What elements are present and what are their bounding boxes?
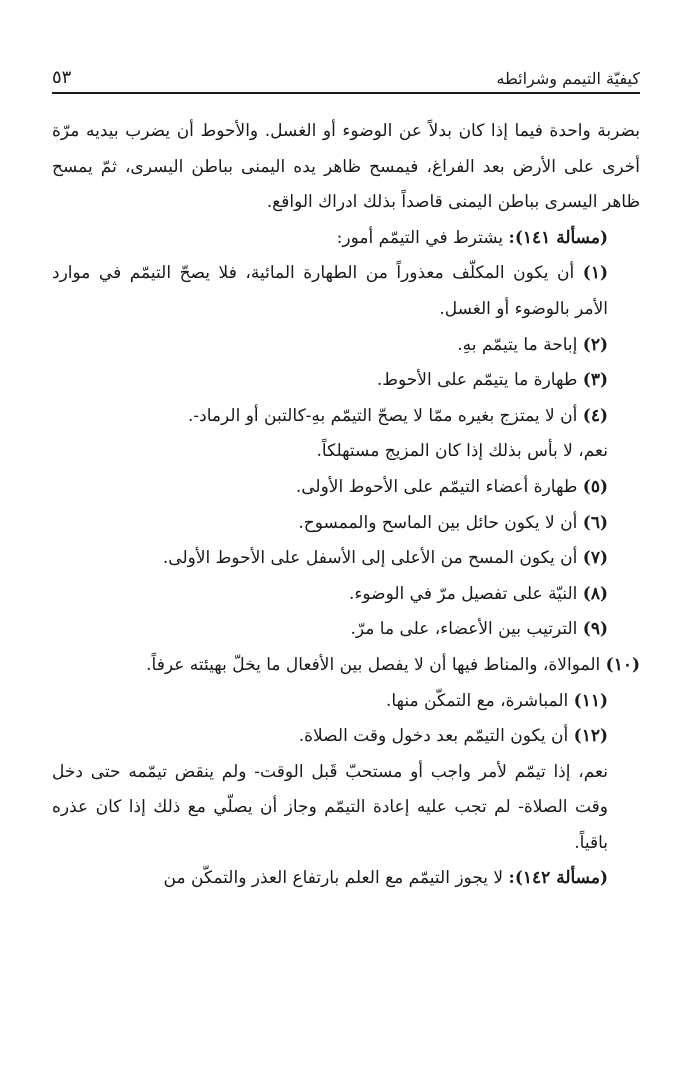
issue-label: (مسألة ١٤١): — [508, 227, 608, 248]
issue-141: (مسألة ١٤١): يشترط في التيمّم أمور: — [336, 227, 608, 248]
chapter-title: كيفيّة التيمم وشرائطه — [496, 69, 640, 88]
condition-7: (٧) أن يكون المسح من الأعلى إلى الأسفل على الأحوط الأولى. — [162, 548, 608, 569]
condition-3: (٣) طهارة ما يتيمّم على الأحوط. — [376, 370, 608, 391]
issue-label: (مسألة ١٤٢): — [508, 868, 608, 889]
condition-11: (١١) المباشرة، مع التمكّن منها. — [385, 690, 608, 711]
condition-number: (٧) — [582, 548, 608, 569]
condition-2: (٢) إباحة ما يتيمّم بهِ. — [457, 334, 608, 355]
condition-1: (١) أن يكون المكلّف معذوراً من الطهارة المائية، فلا يصحّ التيمّم في موارد الأمر بالوضوء أو الغسل. — [52, 263, 608, 319]
condition-number: (٣) — [582, 370, 608, 391]
condition-number: (١٠) — [605, 654, 640, 675]
condition-number: (١٢) — [573, 726, 608, 747]
condition-number: (١١) — [573, 690, 608, 711]
condition-number: (٢) — [582, 334, 608, 355]
page-body — [52, 114, 640, 897]
running-header — [52, 58, 640, 94]
condition-4-note: نعم، لا بأس بذلك إذا كان المزيج مستهلكاً. — [316, 441, 608, 462]
paragraph: بضربة واحدة فيما إذا كان بدلاً عن الوضوء أو الغسل. والأحوط أن يضرب بيديه مرّة أخرى على الأرض بعد الفراغ، فيمسح ظاهر يده اليمنى بباطن اليسرى، ثمّ يمسح ظاهر اليسرى بباطن اليمنى قاصداً بذلك ادراك الواقع. — [52, 121, 640, 213]
condition-12: (١٢) أن يكون التيمّم بعد دخول وقت الصلاة. — [298, 726, 608, 747]
condition-5: (٥) طهارة أعضاء التيمّم على الأحوط الأولى. — [295, 476, 608, 497]
issue-142: (مسألة ١٤٢): لا يجوز التيمّم مع العلم بارتفاع العذر والتمكّن من — [163, 868, 608, 889]
condition-number: (٤) — [582, 405, 608, 426]
condition-number: (٦) — [582, 512, 608, 533]
condition-number: (٩) — [582, 619, 608, 640]
condition-8: (٨) النيّة على تفصيل مرّ في الوضوء. — [348, 583, 608, 604]
condition-10: (١٠) الموالاة، والمناط فيها أن لا يفصل بين الأفعال ما يخلّ بهيئته عرفاً. — [146, 654, 640, 675]
page-number: ٥٣ — [52, 67, 72, 88]
condition-number: (٨) — [582, 583, 608, 604]
condition-6: (٦) أن لا يكون حائل بين الماسح والممسوح. — [298, 512, 608, 533]
condition-number: (٥) — [582, 476, 608, 497]
condition-4: (٤) أن لا يمتزج بغيره ممّا لا يصحّ التيمّم بهِ-كالتبن أو الرماد-. — [188, 405, 608, 426]
condition-number: (١) — [582, 263, 608, 284]
condition-12-note: نعم، إذا تيمّم لأمر واجب أو مستحبّ قَبل الوقت- ولم ينقض تيمّمه حتى دخل وقت الصلاة- لم تجب عليه إعادة التيمّم وجاز أن يصلّي مع ذلك إذا كان عذره باقياً. — [52, 761, 608, 853]
condition-9: (٩) الترتيب بين الأعضاء، على ما مرّ. — [350, 619, 608, 640]
